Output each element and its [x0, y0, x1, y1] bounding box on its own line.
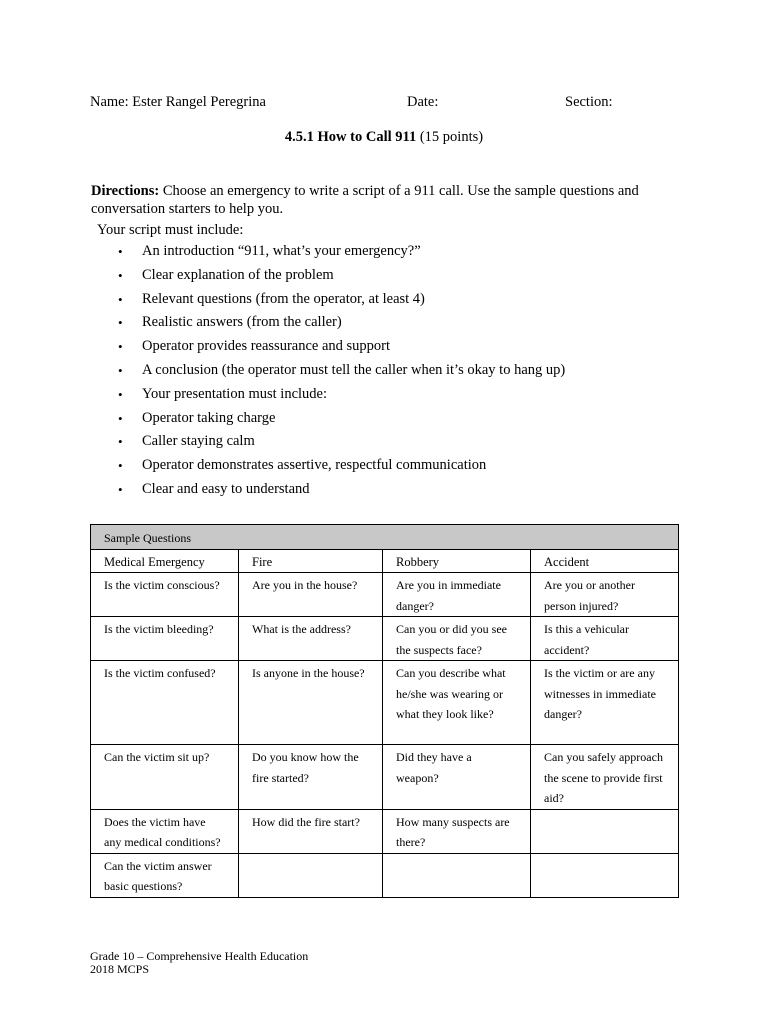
title-main: 4.5.1 How to Call 911: [284, 129, 417, 145]
table-cell: What is the address?: [239, 617, 383, 661]
bullet-icon: •: [118, 434, 123, 450]
list-item-text: Operator taking charge: [142, 409, 276, 426]
list-item-text: Realistic answers (from the caller): [142, 314, 342, 331]
list-item-text: Operator demonstrates assertive, respectful communication: [142, 457, 487, 474]
column-header: Accident: [531, 549, 679, 573]
table-cell: Is this a vehicular accident?: [531, 617, 679, 661]
table-cell: [531, 809, 679, 853]
table-cell: [383, 853, 531, 897]
table-cell: How many suspects are there?: [383, 809, 531, 853]
list-item: [118, 359, 565, 383]
column-header: Fire: [239, 549, 383, 573]
bullet-icon: •: [118, 291, 123, 307]
list-item: [118, 288, 565, 312]
table-cell: How did the fire start?: [239, 809, 383, 853]
bullet-icon: •: [118, 410, 123, 426]
name-field: Name: Ester Rangel Peregrina: [90, 94, 266, 110]
list-item: [118, 430, 565, 454]
table-cell: Can you describe what he/she was wearing or what they look like?: [383, 661, 531, 745]
table-cell: Is the victim conscious?: [91, 573, 239, 617]
bullet-icon: •: [118, 386, 123, 402]
list-item: [118, 478, 565, 502]
table-cell: Do you know how the fire started?: [239, 745, 383, 810]
list-item-text: Your presentation must include:: [142, 385, 327, 402]
list-item-text: Caller staying calm: [142, 433, 255, 450]
list-item: [118, 311, 565, 335]
table-cell: Is the victim confused?: [91, 661, 239, 745]
list-item-text: Relevant questions (from the operator, at least 4): [142, 290, 425, 307]
date-field: Date:: [407, 94, 439, 110]
table-row: [91, 661, 679, 745]
directions-text: Choose an emergency to write a script of a 911 call. Use the sample questions and conversation starters to help you.: [91, 183, 639, 217]
list-item-text: Operator provides reassurance and support: [142, 338, 391, 355]
table-row: [91, 617, 679, 661]
table-cell: Did they have a weapon?: [383, 745, 531, 810]
footer-year: 2018 MCPS: [90, 962, 150, 976]
table-cell: Are you in the house?: [239, 573, 383, 617]
title-points: (15 points): [419, 129, 484, 145]
table-cell: Can you safely approach the scene to provide first aid?: [531, 745, 679, 810]
column-header: Medical Emergency: [91, 549, 239, 573]
table-cell: Is the victim bleeding?: [91, 617, 239, 661]
table-header-row: [91, 549, 679, 573]
table-cell: Can the victim answer basic questions?: [91, 853, 239, 897]
bullet-icon: •: [118, 362, 123, 378]
table-row: [91, 745, 679, 810]
table-cell: Is anyone in the house?: [239, 661, 383, 745]
page-title: [0, 129, 768, 146]
table-caption-row: [91, 525, 679, 550]
bullet-icon: •: [118, 244, 123, 259]
bullet-icon: •: [118, 339, 123, 355]
list-item-text: Clear and easy to understand: [142, 480, 310, 497]
table-cell: Is the victim or are any witnesses in immediate danger?: [531, 661, 679, 745]
list-item: [118, 383, 565, 407]
section-field: Section:: [565, 94, 613, 110]
script-intro: Your script must include:: [97, 222, 244, 238]
table-cell: Are you or another person injured?: [531, 573, 679, 617]
sample-questions-table: [90, 524, 679, 898]
bullet-icon: •: [118, 481, 123, 497]
table-cell: [239, 853, 383, 897]
list-item-text: An introduction “911, what’s your emergency?”: [142, 243, 421, 259]
directions-label: Directions:: [91, 183, 160, 199]
directions-paragraph: [91, 182, 681, 218]
list-item: [118, 407, 565, 431]
table-cell: Can you or did you see the suspects face?: [383, 617, 531, 661]
table-cell: Does the victim have any medical conditions?: [91, 809, 239, 853]
table-row: [91, 809, 679, 853]
table-cell: Can the victim sit up?: [91, 745, 239, 810]
table-row: [91, 853, 679, 897]
list-item: [118, 335, 565, 359]
table-caption: Sample Questions: [91, 525, 679, 550]
table-row: [91, 573, 679, 617]
list-item: [118, 264, 565, 288]
bullet-icon: •: [118, 458, 123, 474]
list-item: [118, 454, 565, 478]
bullet-icon: •: [118, 315, 123, 331]
footer-course: Grade 10 – Comprehensive Health Education: [90, 949, 309, 963]
bullet-icon: •: [118, 267, 123, 283]
list-item-text: A conclusion (the operator must tell the caller when it’s okay to hang up): [142, 361, 566, 378]
column-header: Robbery: [383, 549, 531, 573]
list-item: [118, 240, 565, 264]
table-cell: [531, 853, 679, 897]
list-item-text: Clear explanation of the problem: [142, 266, 334, 283]
requirements-list: [118, 240, 565, 502]
footer: [90, 950, 308, 976]
table-cell: Are you in immediate danger?: [383, 573, 531, 617]
